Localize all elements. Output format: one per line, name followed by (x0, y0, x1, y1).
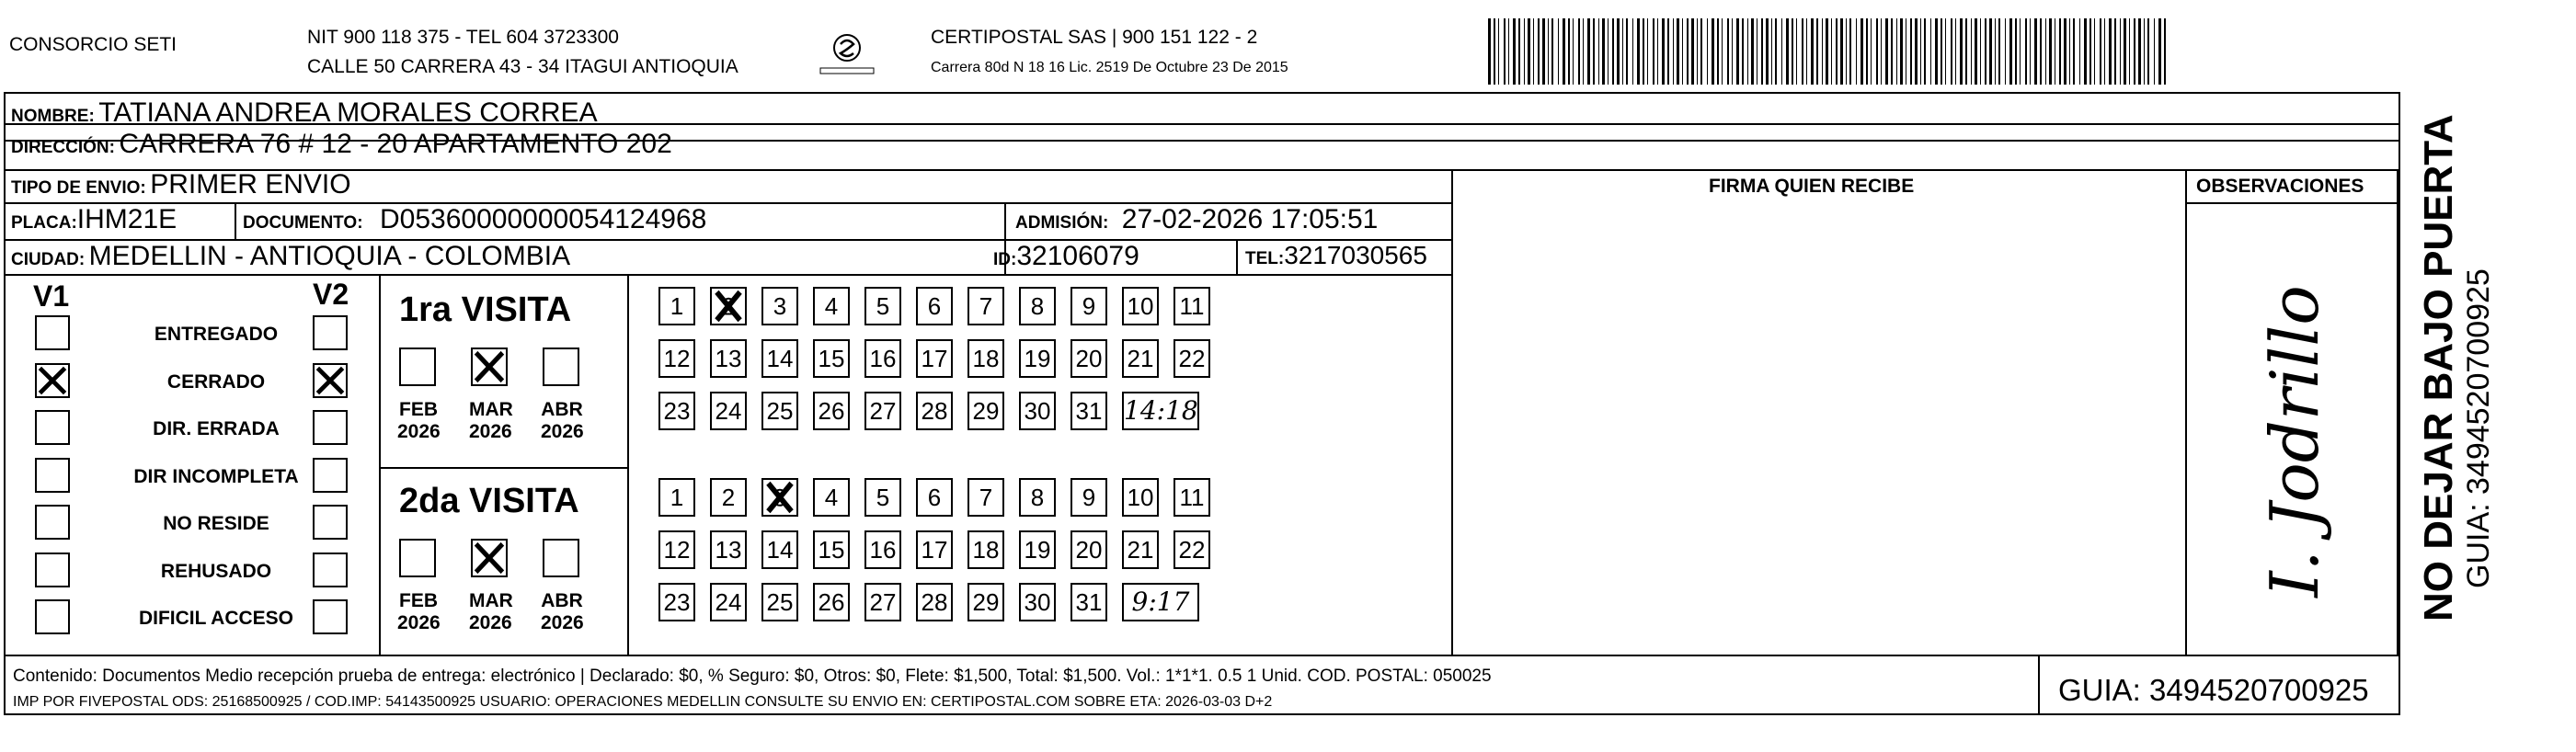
company-name: CONSORCIO SETI (9, 34, 177, 55)
day-box[interactable]: 10 (1122, 478, 1159, 517)
day-box[interactable]: 11 (1174, 287, 1210, 325)
day-box[interactable]: 2 (710, 478, 747, 517)
day-box[interactable]: 16 (864, 530, 901, 569)
status-label: CERRADO (166, 370, 266, 393)
status-v2-checkbox[interactable] (313, 410, 348, 445)
status-v1-checkbox[interactable] (35, 553, 70, 587)
side-text (2402, 101, 2503, 634)
day-box[interactable]: 28 (916, 583, 953, 621)
month-label: ABR 2026 (541, 399, 584, 442)
nit-phone-line: NIT 900 118 375 - TEL 604 3723300 (307, 27, 619, 48)
day-box[interactable]: 5 (864, 287, 901, 325)
day-box[interactable]: 12 (658, 530, 695, 569)
no-dejar-bajo-puerta: NO DEJAR BAJO PUERTA (2416, 114, 2461, 621)
day-box[interactable]: 9 (1070, 287, 1107, 325)
day-box[interactable]: 23 (658, 392, 695, 430)
month-label: FEB 2026 (397, 590, 441, 633)
documento-value: D05360000000054124968 (380, 204, 707, 234)
day-box[interactable]: 6 (916, 478, 953, 517)
day-box[interactable]: 31 (1070, 392, 1107, 430)
day-box[interactable]: 12 (658, 339, 695, 378)
month-label: MAR 2026 (469, 399, 513, 442)
day-box[interactable]: 18 (967, 339, 1004, 378)
day-box[interactable]: 6 (916, 287, 953, 325)
day-box[interactable]: 4 (813, 287, 850, 325)
day-box[interactable]: 19 (1019, 530, 1056, 569)
status-v2-checkbox[interactable] (313, 315, 348, 350)
month-checkbox[interactable] (543, 348, 579, 386)
status-label: DIR. ERRADA (153, 418, 280, 439)
status-v2-checkbox[interactable] (313, 505, 348, 540)
documento-label: DOCUMENTO: (243, 213, 363, 233)
day-box[interactable]: 23 (658, 583, 695, 621)
day-box[interactable]: 25 (761, 583, 798, 621)
v2-label: V2 (313, 278, 349, 311)
footer-imp: IMP POR FIVEPOSTAL ODS: 25168500925 / COD.IMP: 54143500925 USUARIO: OPERACIONES MEDELLIN CONSULTE SU ENVIO EN: CERTIPOSTAL.COM SOBRE ETA: 2026-03-03 D+2 (13, 694, 1273, 710)
tipo-envio-label: TIPO DE ENVIO: (11, 178, 146, 198)
day-box[interactable]: 27 (864, 392, 901, 430)
day-box[interactable]: 29 (967, 392, 1004, 430)
day-box[interactable]: 4 (813, 478, 850, 517)
tel-value: 3217030565 (1284, 241, 1427, 269)
tel-label: TEL: (1245, 249, 1285, 268)
certipostal-nit-line: CERTIPOSTAL SAS | 900 151 122 - 2 (931, 27, 1258, 48)
day-box[interactable]: 9 (1070, 478, 1107, 517)
footer-contenido: Contenido: Documentos Medio recepción prueba de entrega: electrónico | Declarado: $0, % Seguro: $0, Otros: $0, Flete: $1,500, Total: $1,500. Vol.: 1*1*1. 0.5 1 Unid. COD. POSTAL: 050025 (13, 667, 1492, 686)
status-v2-checkbox[interactable] (313, 458, 348, 493)
day-box[interactable]: 28 (916, 392, 953, 430)
day-box[interactable]: 13 (710, 339, 747, 378)
day-box[interactable]: 3 (761, 287, 798, 325)
svg-text:2 (722, 294, 735, 321)
observaciones-label: OBSERVACIONES (2196, 176, 2364, 197)
recipient-name: TATIANA ANDREA MORALES CORREA (98, 97, 598, 128)
day-box[interactable]: 10 (1122, 287, 1159, 325)
month-checkbox[interactable] (543, 539, 579, 577)
month-checkbox[interactable] (471, 348, 508, 386)
id-value: 32106079 (1016, 241, 1139, 271)
placa-value: IHM21E (76, 204, 177, 234)
day-box[interactable]: 27 (864, 583, 901, 621)
day-box[interactable]: 20 (1070, 339, 1107, 378)
status-v1-checkbox[interactable] (35, 363, 70, 398)
status-v2-checkbox[interactable] (313, 363, 348, 398)
status-v1-checkbox[interactable] (35, 458, 70, 493)
day-box[interactable] (761, 478, 798, 517)
month-label: FEB 2026 (397, 399, 441, 442)
status-label: REHUSADO (160, 560, 272, 582)
day-box[interactable]: 30 (1019, 583, 1056, 621)
day-box[interactable]: 13 (710, 530, 747, 569)
status-v2-checkbox[interactable] (313, 599, 348, 634)
day-box[interactable]: 26 (813, 392, 850, 430)
day-box[interactable]: 26 (813, 583, 850, 621)
svg-text:3 (773, 485, 786, 512)
footer-guia: GUIA: 3494520700925 (2058, 673, 2369, 707)
certipostal-logo (815, 31, 879, 79)
day-box[interactable]: 24 (710, 392, 747, 430)
admision-value: 27-02-2026 17:05:51 (1121, 204, 1379, 234)
day-box[interactable]: 25 (761, 392, 798, 430)
day-box[interactable]: 7 (967, 287, 1004, 325)
month-checkbox[interactable] (399, 348, 436, 386)
day-box[interactable]: 16 (864, 339, 901, 378)
status-v1-checkbox[interactable] (35, 315, 70, 350)
day-box[interactable]: 1 (658, 287, 695, 325)
admision-label: ADMISIÓN: (1015, 213, 1109, 233)
day-box[interactable]: 8 (1019, 287, 1056, 325)
day-box[interactable]: 21 (1122, 530, 1159, 569)
observation-handwriting: I. Jodrillo (2256, 285, 2333, 598)
day-box[interactable]: 22 (1174, 530, 1210, 569)
status-v1-checkbox[interactable] (35, 599, 70, 634)
day-box[interactable]: 22 (1174, 339, 1210, 378)
day-box[interactable]: 8 (1019, 478, 1056, 517)
nombre-label: NOMBRE: (11, 107, 95, 126)
visit1-title: 1ra VISITA (399, 291, 572, 329)
status-label: DIR INCOMPLETA (133, 465, 299, 487)
day-box[interactable]: 11 (1174, 478, 1210, 517)
month-checkbox[interactable] (399, 539, 436, 577)
day-box[interactable] (710, 287, 747, 325)
day-box[interactable]: 1 (658, 478, 695, 517)
firma-label: FIRMA QUIEN RECIBE (1709, 176, 1915, 197)
day-box[interactable]: 21 (1122, 339, 1159, 378)
certipostal-license-line: Carrera 80d N 18 16 Lic. 2519 De Octubre 23 De 2015 (931, 60, 1288, 75)
status-v1-checkbox[interactable] (35, 505, 70, 540)
handwritten-time: 14:18 (1122, 392, 1199, 430)
day-box[interactable]: 15 (813, 530, 850, 569)
recipient-address: CARRERA 76 # 12 - 20 APARTAMENTO 202 (119, 129, 672, 159)
direccion-label: DIRECCIÓN: (11, 138, 115, 157)
day-box[interactable]: 30 (1019, 392, 1056, 430)
ciudad-value: MEDELLIN - ANTIOQUIA - COLOMBIA (88, 241, 571, 271)
status-v2-checkbox[interactable] (313, 553, 348, 587)
month-label: ABR 2026 (541, 590, 584, 633)
tipo-envio-value: PRIMER ENVIO (150, 169, 351, 199)
handwritten-time: 9:17 (1122, 583, 1199, 621)
id-label: ID: (993, 250, 1017, 269)
status-v1-checkbox[interactable] (35, 410, 70, 445)
day-box[interactable]: 7 (967, 478, 1004, 517)
day-box[interactable]: 17 (916, 530, 953, 569)
day-box[interactable]: 5 (864, 478, 901, 517)
v1-label: V1 (33, 279, 70, 313)
ciudad-label: CIUDAD: (11, 250, 86, 269)
day-box[interactable]: 17 (916, 339, 953, 378)
day-box[interactable]: 20 (1070, 530, 1107, 569)
company-address-line: CALLE 50 CARRERA 43 - 34 ITAGUI ANTIOQUIA (307, 56, 738, 77)
visit2-title: 2da VISITA (399, 482, 579, 520)
day-box[interactable]: 24 (710, 583, 747, 621)
barcode (1488, 18, 2167, 86)
form-frame (4, 92, 2400, 715)
day-box[interactable]: 18 (967, 530, 1004, 569)
month-label: MAR 2026 (469, 590, 513, 633)
day-box[interactable]: 14 (761, 339, 798, 378)
placa-label: PLACA: (11, 213, 77, 233)
day-box[interactable]: 19 (1019, 339, 1056, 378)
day-box[interactable]: 15 (813, 339, 850, 378)
status-label: DIFICIL ACCESO (138, 608, 293, 629)
day-box[interactable]: 31 (1070, 583, 1107, 621)
status-label: NO RESIDE (163, 513, 269, 534)
side-guia: GUIA: 3494520700925 (2461, 268, 2496, 588)
month-checkbox[interactable] (471, 539, 508, 577)
status-label: ENTREGADO (154, 324, 279, 345)
day-box[interactable]: 29 (967, 583, 1004, 621)
day-box[interactable]: 14 (761, 530, 798, 569)
